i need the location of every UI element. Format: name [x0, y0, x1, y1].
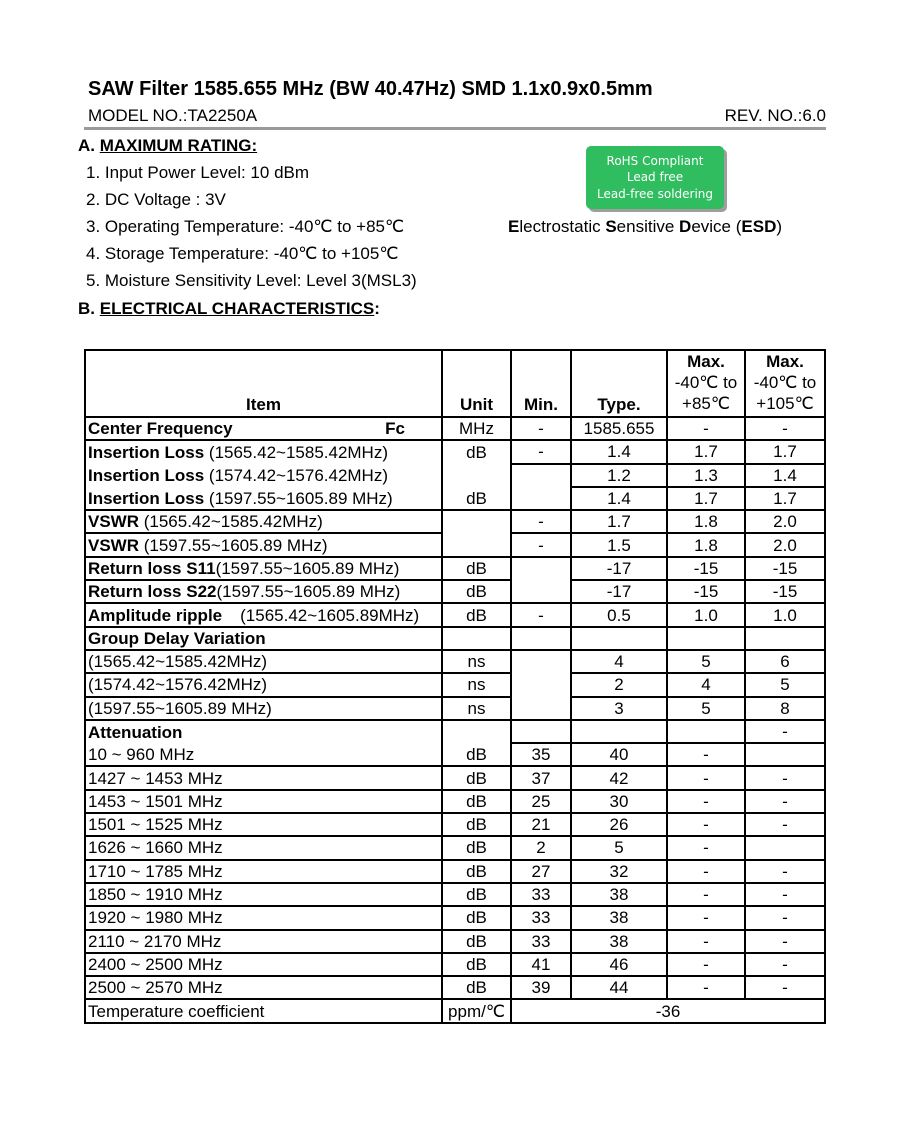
table-row: (1597.55~1605.89 MHz) ns 3 5 8	[85, 697, 825, 720]
table-row: 1920 ~ 1980 MHz dB 33 38 - -	[85, 906, 825, 929]
rohs-line-1: RoHS Compliant	[606, 153, 704, 168]
header-unit: Unit	[442, 350, 511, 417]
table-row: 1453 ~ 1501 MHz dB 25 30 - -	[85, 790, 825, 813]
header-min: Min.	[511, 350, 571, 417]
table-row: Insertion Loss (1597.55~1605.89 MHz) dB 1.4 1.7 1.7	[85, 487, 825, 510]
table-row: 1626 ~ 1660 MHz dB 2 5 -	[85, 836, 825, 859]
table-row: 1850 ~ 1910 MHz dB 33 38 - -	[85, 883, 825, 906]
table-row: Attenuation -	[85, 720, 825, 743]
esd-notice: Electrostatic Sensitive Device (ESD)	[508, 217, 783, 236]
table-row: VSWR (1565.42~1585.42MHz) - 1.7 1.8 2.0	[85, 510, 825, 533]
table-row: Return loss S22(1597.55~1605.89 MHz) dB -17 -15 -15	[85, 580, 825, 603]
table-row: VSWR (1597.55~1605.89 MHz) - 1.5 1.8 2.0	[85, 533, 825, 556]
table-row: 1710 ~ 1785 MHz dB 27 32 - -	[85, 860, 825, 883]
revision-number: REV. NO.:6.0	[724, 106, 826, 125]
table-row: Amplitude ripple (1565.42~1605.89MHz) dB - 0.5 1.0 1.0	[85, 603, 825, 626]
section-a-title: MAXIMUM RATING:	[99, 136, 258, 155]
section-b-title: ELECTRICAL CHARACTERISTICS	[99, 299, 375, 318]
rating-item-4: 4. Storage Temperature: -40℃ to +105℃	[86, 244, 399, 263]
table-row: Center Frequency Fc MHz - 1585.655 - -	[85, 417, 825, 440]
model-number: MODEL NO.:TA2250A	[88, 106, 258, 125]
header-max-105: Max. -40℃ to +105℃	[745, 350, 825, 417]
rohs-line-2: Lead free	[626, 170, 684, 185]
rohs-compliant-badge	[586, 146, 724, 209]
rating-item-1: 1. Input Power Level: 10 dBm	[86, 163, 310, 182]
table-row: (1574.42~1576.42MHz) ns 2 4 5	[85, 673, 825, 696]
section-b-heading: B. ELECTRICAL CHARACTERISTICS:	[78, 299, 380, 318]
table-row: Temperature coefficient ppm/℃ -36	[85, 999, 825, 1022]
table-row: Return loss S11(1597.55~1605.89 MHz) dB -17 -15 -15	[85, 557, 825, 580]
table-row: 1501 ~ 1525 MHz dB 21 26 - -	[85, 813, 825, 836]
table-header-row	[85, 350, 825, 417]
rohs-line-3: Lead-free soldering	[596, 186, 714, 201]
rating-item-3: 3. Operating Temperature: -40℃ to +85℃	[86, 217, 405, 236]
table-row: 2110 ~ 2170 MHz dB 33 38 - -	[85, 930, 825, 953]
table-row: 2400 ~ 2500 MHz dB 41 46 - -	[85, 953, 825, 976]
table-row: Group Delay Variation	[85, 627, 825, 650]
rating-item-5: 5. Moisture Sensitivity Level: Level 3(MSL3)	[86, 271, 417, 290]
table-row: 10 ~ 960 MHz dB 35 40 -	[85, 743, 825, 766]
table-row: (1565.42~1585.42MHz) ns 4 5 6	[85, 650, 825, 673]
rating-item-2: 2. DC Voltage : 3V	[86, 190, 226, 209]
header-max-85: Max. -40℃ to +85℃	[667, 350, 745, 417]
header-type: Type.	[571, 350, 667, 417]
header-divider	[84, 127, 826, 130]
table-row: Insertion Loss (1565.42~1585.42MHz) dB - 1.4 1.7 1.7	[85, 440, 825, 463]
section-a-heading: A. MAXIMUM RATING:	[78, 136, 258, 155]
table-row: Insertion Loss (1574.42~1576.42MHz) 1.2 1.3 1.4	[85, 464, 825, 487]
document-title: SAW Filter 1585.655 MHz (BW 40.47Hz) SMD 1.1x0.9x0.5mm	[88, 78, 653, 100]
electrical-characteristics-table	[84, 349, 826, 1024]
header-item: Item	[85, 350, 442, 417]
table-row: 2500 ~ 2570 MHz dB 39 44 - -	[85, 976, 825, 999]
table-row: 1427 ~ 1453 MHz dB 37 42 - -	[85, 766, 825, 789]
